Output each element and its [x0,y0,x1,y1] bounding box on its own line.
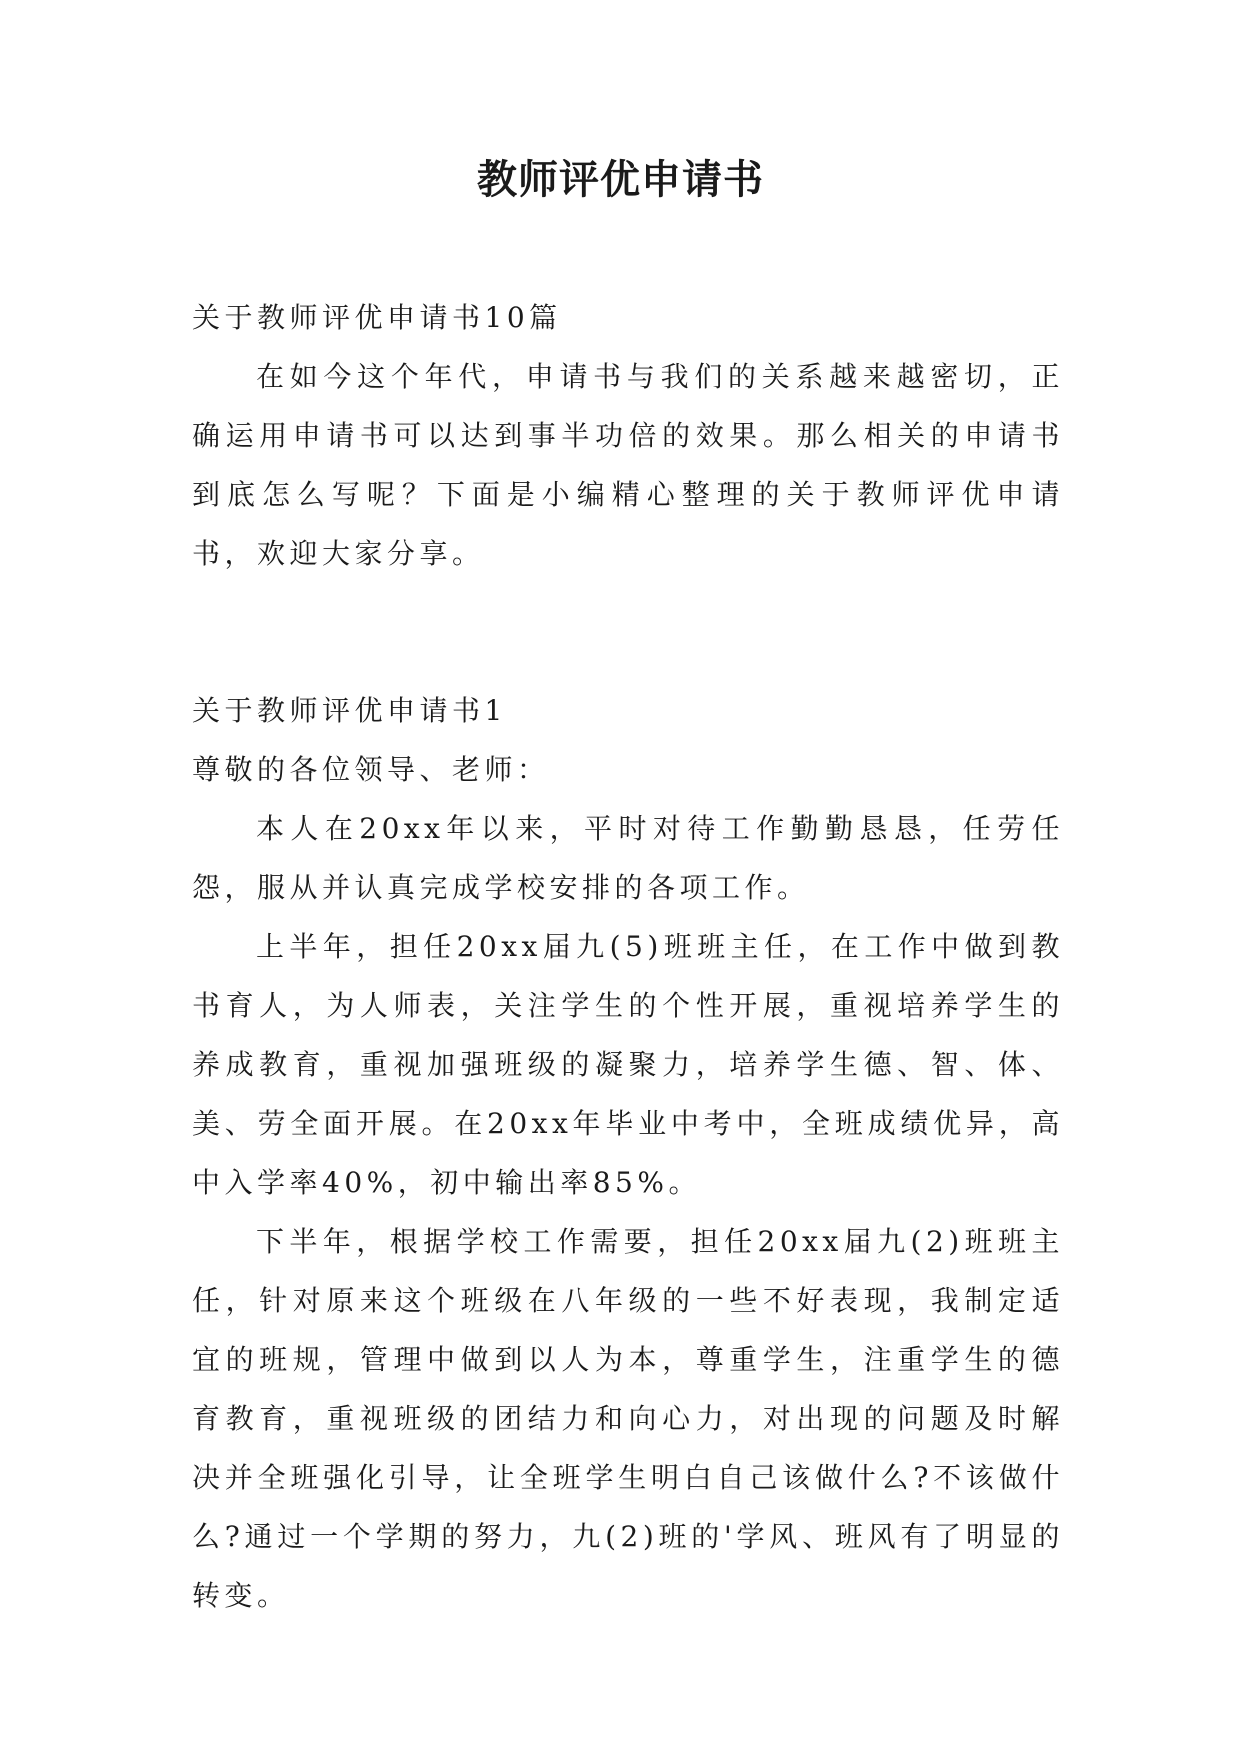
body-paragraph-1: 本人在20xx年以来，平时对待工作勤勤恳恳，任劳任怨，服从并认真完成学校安排的各项工作。 [192,812,1064,904]
section-title: 关于教师评优申请书1 [192,694,507,727]
section-spacer [192,583,1064,681]
document-body [192,288,1064,1625]
salutation: 尊敬的各位领导、老师： [192,753,550,786]
document-subtitle: 关于教师评优申请书10篇 [192,301,562,334]
intro-paragraph: 在如今这个年代，申请书与我们的关系越来越密切，正确运用申请书可以达到事半功倍的效果。那么相关的申请书到底怎么写呢？下面是小编精心整理的关于教师评优申请书，欢迎大家分享。 [192,360,1064,570]
document-title: 教师评优申请书 [477,157,764,203]
body-paragraph-3: 下半年，根据学校工作需要，担任20xx届九(2)班班主任，针对原来这个班级在八年级的一些不好表现，我制定适宜的班规，管理中做到以人为本，尊重学生，注重学生的德育教育，重视班级的团结力和向心力，对出现的问题及时解决并全班强化引导，让全班学生明白自己该做什么?不该做什么?通过一个学期的努力，九(2)班的'学风、班风有了明显的转变。 [192,1225,1064,1612]
body-paragraph-2: 上半年，担任20xx届九(5)班班主任，在工作中做到教书育人，为人师表，关注学生的个性开展，重视培养学生的养成教育，重视加强班级的凝聚力，培养学生德、智、体、美、劳全面开展。在20xx年毕业中考中，全班成绩优异，高中入学率40%，初中输出率85%。 [192,930,1064,1199]
